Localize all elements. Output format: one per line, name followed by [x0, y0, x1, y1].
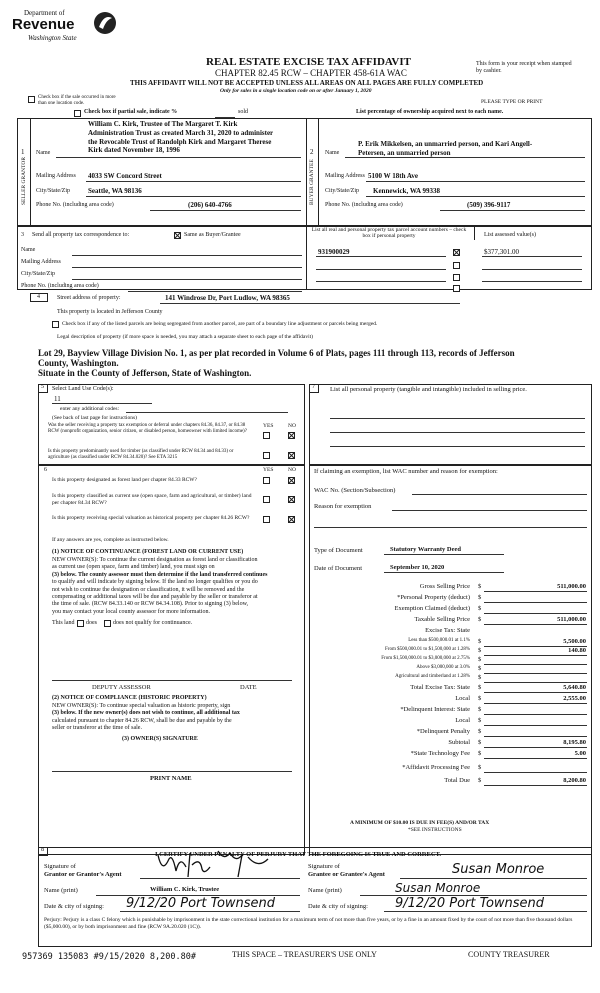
seller-phone-label: Phone No. (including area code): [36, 202, 114, 208]
additional-codes-label: enter any additional codes:: [60, 406, 120, 412]
s5-q2-yes-checkbox[interactable]: [263, 452, 270, 459]
party-divider: [306, 118, 307, 226]
doc-date-line: [384, 572, 504, 573]
taxable-selling-label: Taxable Selling Price: [414, 616, 470, 623]
grantee-sig-label-2: Grantee or Grantee's Agent: [308, 871, 385, 878]
seller-side-label: SELLER GRANTOR: [21, 156, 27, 205]
segregated-label: Check box if any of the listed parcels are being segregated from another parcel, are part of a boundary line adjustment or parcels being merged.: [62, 321, 378, 327]
parcel-2-personal-checkbox[interactable]: [453, 262, 460, 269]
treasurer-stamp: 957369 135083 #9/15/2020 8,200.80#: [22, 952, 196, 962]
grantor-name-label: Name (print): [44, 887, 78, 894]
seller-name-line-4: Kirk dated November 18, 1996: [88, 146, 180, 155]
does-label: does: [86, 620, 97, 626]
grantee-date-line: [384, 911, 587, 912]
notice1-text: [52, 557, 302, 616]
affidavit-processing-fee-line: [484, 772, 587, 773]
buyer-phone-label: Phone No. (including area code): [325, 202, 403, 208]
delinquent-interest-local-line: [484, 725, 587, 726]
seller-name-label: Name: [36, 150, 51, 156]
seller-city-label: City/State/Zip: [36, 188, 70, 194]
exemption-label: If claiming an exemption, list WAC number and reason for exemption:: [314, 468, 498, 475]
grantee-sig-label: [308, 863, 385, 879]
same-as-buyer-label: Same as Buyer/Grantee: [184, 232, 241, 238]
buyer-left-rule: [318, 118, 319, 226]
see-back-label: (See back of last page for instructions): [52, 415, 137, 421]
section7-box: [309, 384, 592, 465]
gross-selling-dollar: $: [478, 583, 482, 590]
parcel-1-line: [316, 256, 446, 257]
s3-mailing-line[interactable]: [72, 267, 302, 268]
notice1-line-3: (3) below. The county assessor must then determine if the land transferred continues: [52, 571, 268, 578]
exemption-claimed-label: Exemption Claimed (deduct): [394, 605, 470, 612]
logo-revenue-text: Revenue: [12, 16, 75, 33]
seller-name-line: [56, 157, 301, 158]
seller-mailing-label: Mailing Address: [36, 173, 76, 179]
grantor-sig-label-2: Grantor or Grantor's Agent: [44, 871, 122, 878]
notice1-line-8: you may contact your local county assessor for more information.: [52, 608, 210, 615]
tier1-value[interactable]: 5,500.00: [563, 638, 586, 645]
buyer-mailing-label: Mailing Address: [325, 173, 365, 179]
grantor-date-line: [120, 911, 300, 912]
local-excise-value[interactable]: 2,555.00: [563, 695, 586, 702]
receipt-note: This form is your receipt when stamped by cashier.: [476, 61, 572, 74]
s6-if-yes: If any answers are yes, complete as instructed below.: [52, 537, 169, 543]
section6-num: 6: [44, 467, 47, 473]
s5-question-1: Was the seller receiving a property tax exemption or deferral under chapters 84.36, 84.37, or 84.38 RCW (nonprofit organization, senior citizen, or disabled person, homeowner with limited income)?: [48, 423, 247, 434]
local-excise-line: [484, 703, 587, 704]
grantor-signature[interactable]: [140, 847, 300, 881]
seller-phone[interactable]: (206) 640-4766: [188, 201, 232, 209]
s6-q3-yes-checkbox[interactable]: [263, 516, 270, 523]
section7-num: 7: [312, 384, 315, 390]
state-technology-fee-value[interactable]: 5.00: [574, 750, 586, 757]
deputy-date-label: DATE: [240, 684, 257, 691]
local-excise-label: Local: [455, 695, 470, 702]
legal-line-3: Situate in the County of Jefferson, State of Washington.: [38, 368, 252, 378]
delinquent-interest-state-dollar: $: [478, 706, 482, 713]
assessed-header: List assessed value(s): [484, 232, 536, 238]
tier2-line: [484, 655, 587, 656]
total-due-label: Total Due: [444, 777, 470, 784]
personal-property-line: [484, 602, 587, 603]
assessed-3-line[interactable]: [482, 281, 582, 282]
s6-q3-no-checkbox[interactable]: [288, 516, 295, 523]
form-title: REAL ESTATE EXCISE TAX AFFIDAVIT: [206, 56, 411, 68]
seller-name-line-1: William C. Kirk, Trustee of The Margaret T. Kirk: [88, 120, 238, 128]
street-label: Street address of property:: [57, 295, 121, 301]
parcel-header: List all real and personal property tax parcel account numbers – check box if personal property: [311, 227, 467, 239]
buyer-phone[interactable]: (509) 396-9117: [467, 201, 511, 209]
logo-state-text: Washington State: [28, 34, 77, 42]
treasurer-space: THIS SPACE – TREASURER'S USE ONLY: [232, 950, 377, 959]
wac-label: WAC No. (Section/Subsection): [314, 487, 396, 494]
parcel-header-divider: [474, 226, 475, 240]
notice1-line-2: as current use (open space, farm and timber) land, you must sign on: [52, 564, 215, 571]
buyer-name-underline: [345, 157, 585, 158]
grantee-date-city[interactable]: 9/12/20 Port Townsend: [395, 896, 545, 911]
section7-text: List all personal property (tangible and intangible) included in selling price.: [330, 386, 527, 393]
s3-phone-line[interactable]: [128, 291, 302, 292]
s5-no-header: NO: [288, 423, 296, 429]
s5-yes-header: YES: [263, 423, 274, 429]
subtotal-label: Subtotal: [448, 739, 470, 746]
subtotal-line: [484, 747, 587, 748]
grantor-date-label: Date & city of signing:: [44, 903, 104, 910]
affidavit-processing-fee-label: *Affidavit Processing Fee: [402, 764, 470, 771]
tier1-dollar: $: [478, 638, 482, 645]
seller-mailing[interactable]: 4033 SW Concord Street: [88, 172, 162, 180]
grantor-name[interactable]: William C. Kirk, Trustee: [150, 886, 220, 893]
s5-q2-no-checkbox[interactable]: [288, 452, 295, 459]
revenue-logo: [10, 8, 130, 50]
please-type: PLEASE TYPE OR PRINT: [481, 99, 543, 105]
notice2-line-4: seller or transferor at the time of sale.: [52, 725, 142, 732]
buyer-name[interactable]: [358, 140, 532, 158]
buyer-num: 2: [310, 148, 314, 156]
notice2-line-3: calculated pursuant to chapter 84.26 RCW, shall be due and payable by the: [52, 717, 232, 724]
buyer-side-label: BUYER GRANTEE: [309, 159, 315, 205]
grantee-date-label: Date & city of signing:: [308, 903, 368, 910]
tier1-label: Less than $500,000.01 at 1.1%: [408, 638, 470, 643]
total-excise-state-value[interactable]: 5,640.80: [563, 684, 586, 691]
grantor-sig-line: [140, 878, 300, 879]
reason-line-2[interactable]: [314, 527, 587, 528]
notice2-text: [52, 703, 302, 733]
notice1-line-6: compensating or additional taxes will be due and payable by the seller or transferor at: [52, 594, 258, 601]
s3-city-line[interactable]: [72, 279, 302, 280]
s5-question-2: Is this property predominantly used for timber (as classified under RCW 84.34 and 84.33) or agriculture (as classified under RCW 84.34.020)? See ETA 3215: [48, 449, 234, 460]
minimum-notice: A MINIMUM OF $10.00 IS DUE IN FEE(S) AND/OR TAX: [350, 820, 490, 826]
seller-city[interactable]: Seattle, WA 98136: [88, 187, 142, 195]
notice1-line-1: NEW OWNER(S): To continue the current designation as forest land or classification: [52, 557, 258, 563]
doc-type-line: [384, 554, 504, 555]
exemption-claimed-dollar: $: [478, 605, 482, 612]
sold-label: sold: [238, 109, 249, 115]
certify-text: I CERTIFY UNDER PENALTY OF PERJURY THAT THE FOREGOING IS TRUE AND CORRECT.: [155, 851, 442, 858]
list-percentage-label: List percentage of ownership acquired next to each name.: [356, 109, 504, 115]
buyer-name-line-1: P. Erik Mikkelsen, an unmarried person, and Kari Angell-: [358, 140, 533, 148]
land-use-line: [52, 403, 152, 404]
buyer-mailing-line: [366, 181, 585, 182]
perjury-notice: Perjury: Perjury is a class C felony which is punishable by imprisonment in the state correctional institution for a maximum term of not more than five years, or by a fine in an amount fixed by the court of not more than five thousand dollars ($5,000.00), or by both imprisonment and fine (RCW 9A.20.020 (1C)).: [44, 917, 573, 930]
tier5-line: [484, 682, 587, 683]
tier4-dollar: $: [478, 665, 482, 672]
buyer-mailing[interactable]: 5100 W 18th Ave: [368, 172, 418, 180]
print-name-line[interactable]: [52, 771, 292, 772]
subtotal-dollar: $: [478, 739, 482, 746]
buyer-name-line-2: Petersen, an unmarried person: [358, 149, 451, 157]
personal-property-line-2[interactable]: [330, 432, 585, 433]
delinquent-penalty-label: *Delinquent Penalty: [416, 728, 470, 735]
buyer-city-label: City/State/Zip: [325, 188, 359, 194]
owner-signature-label: (3) OWNER(S) SIGNATURE: [122, 736, 198, 742]
section6-box: [38, 465, 305, 855]
seller-name-line-3: the Revocable Trust of Randolph Kirk and Margaret Therese: [88, 137, 272, 146]
taxable-selling-dollar: $: [478, 616, 482, 623]
buyer-name-label: Name: [325, 150, 340, 156]
s6-q2-no-checkbox[interactable]: [288, 496, 295, 503]
delinquent-interest-local-dollar: $: [478, 717, 482, 724]
grantee-sig-label-1: Signature of: [308, 863, 340, 870]
total-excise-state-dollar: $: [478, 684, 482, 691]
s3-phone-label: Phone No. (including area code): [21, 283, 99, 289]
does-not-qualify-checkbox[interactable]: [104, 620, 111, 627]
seller-name-line-2: Administration Trust as created March 31, 2020 to administer: [88, 128, 274, 137]
legal-label: Legal description of property (if more space is needed, you may attach a separate sheet to each page of the affidavit): [57, 334, 313, 340]
tier3-line: [484, 664, 587, 665]
logo-swoosh-icon: [92, 10, 118, 36]
additional-codes-line[interactable]: [126, 412, 288, 413]
doc-date-label: Date of Document: [314, 565, 363, 572]
reason-line-1[interactable]: [392, 510, 587, 511]
excise-tax-state-label: Excise Tax: State: [425, 627, 470, 634]
seller-num: 1: [21, 148, 25, 156]
does-not-label: does not qualify for continuance.: [113, 620, 193, 626]
tier2-value[interactable]: 140.80: [568, 647, 586, 654]
total-excise-state-line: [484, 692, 587, 693]
assessed-1-line: [482, 256, 582, 257]
assessed-value[interactable]: $377,301.00: [484, 248, 519, 256]
parcel-3-personal-checkbox[interactable]: [453, 274, 460, 281]
personal-property-line-3[interactable]: [330, 446, 585, 447]
total-due-dollar: $: [478, 777, 482, 784]
grantor-date-city[interactable]: 9/12/20 Port Townsend: [126, 896, 276, 911]
parcel-2-line[interactable]: [316, 269, 446, 270]
s3-mailing-label: Mailing Address: [21, 259, 61, 265]
gross-selling-value[interactable]: 511,000.00: [557, 583, 586, 590]
exemption-claimed-line: [484, 613, 587, 614]
notice1-line-7: the time of sale. (RCW 84.33.140 or RCW 84.34.108). Prior to signing (3) below,: [52, 601, 249, 608]
state-technology-fee-line: [484, 758, 587, 759]
gross-selling-line: [484, 591, 587, 592]
state-technology-fee-dollar: $: [478, 750, 482, 757]
doc-date[interactable]: September 10, 2020: [390, 564, 445, 571]
notice2-line-2: (3) below. If the new owner(s) does not wish to continue, all additional tax: [52, 710, 240, 717]
seller-name[interactable]: [88, 120, 273, 155]
legal-line-2: County, Washington.: [38, 358, 119, 368]
logo-dept-text: Department of: [24, 9, 65, 17]
seller-left-rule: [30, 118, 31, 226]
parcel-1-personal-checkbox[interactable]: [453, 249, 460, 256]
grantor-sig-label-1: Signature of: [44, 863, 76, 870]
local-excise-dollar: $: [478, 695, 482, 702]
form-only-for: Only for sales in a single location code on or after January 1, 2020: [220, 88, 372, 94]
print-name-label: PRINT NAME: [150, 775, 192, 782]
wac-line[interactable]: [412, 494, 587, 495]
s5-q1-yes-checkbox[interactable]: [263, 432, 270, 439]
tier5-label: Agricultural and timberland at 1.28%: [395, 674, 470, 679]
total-due-value[interactable]: 8,200.80: [563, 777, 586, 784]
taxable-selling-line: [484, 624, 587, 625]
parcel-3-line[interactable]: [316, 281, 446, 282]
deputy-label: DEPUTY ASSESSOR: [92, 684, 151, 691]
does-qualify-checkbox[interactable]: [77, 620, 84, 627]
send-correspondence-label: Send all property tax correspondence to:: [32, 232, 130, 238]
s3-name-label: Name: [21, 247, 36, 253]
section3-divider: [306, 226, 307, 290]
s5-q1-no-checkbox[interactable]: [288, 432, 295, 439]
multi-location-label: Check box if the sale occurred in more than one location code.: [38, 95, 116, 106]
section4-num: 4: [37, 294, 40, 300]
notice1-line-4: to qualify and will indicate by signing below. If the land no longer qualifies or you do: [52, 579, 258, 586]
tier2-label: From $500,000.01 to $1,500,000 at 1.28%: [385, 647, 470, 652]
tier4-label: Above $3,000,000 at 3.0%: [416, 665, 470, 670]
segregated-checkbox[interactable]: [52, 321, 59, 328]
notice2-title: (2) NOTICE OF COMPLIANCE (HISTORIC PROPERTY): [52, 695, 207, 701]
delinquent-penalty-line: [484, 736, 587, 737]
state-technology-fee-label: *State Technology Fee: [410, 750, 470, 757]
same-as-buyer-checkbox[interactable]: [174, 232, 181, 239]
total-excise-state-label: Total Excise Tax: State: [410, 684, 470, 691]
tier5-dollar: $: [478, 674, 482, 681]
street-address-line: [160, 303, 460, 304]
seller-phone-line: [150, 210, 301, 211]
parcel-number[interactable]: 931900029: [318, 248, 350, 256]
tier3-label: From $1,500,000.01 to $3,000,000 at 2.75%: [381, 656, 470, 661]
doc-type-label: Type of Document: [314, 547, 363, 554]
partial-sale-label: Check box if partial sale, indicate %: [84, 109, 178, 115]
s6-q2-yes-checkbox[interactable]: [263, 496, 270, 503]
form-chapter: CHAPTER 82.45 RCW – CHAPTER 458-61A WAC: [215, 68, 407, 78]
notice1-title: (1) NOTICE OF CONTINUANCE (FOREST LAND OR CURRENT USE): [52, 549, 244, 555]
affidavit-processing-fee-dollar: $: [478, 764, 482, 771]
multi-location-checkbox[interactable]: [28, 96, 35, 103]
s3-name-line[interactable]: [72, 255, 302, 256]
grantee-sig-line: [400, 878, 587, 879]
grantee-name-print[interactable]: Susan Monroe: [395, 881, 481, 895]
seller-mailing-line: [86, 181, 301, 182]
reason-label: Reason for exemption: [314, 503, 372, 510]
s6-question-1: Is this property designated as forest land per chapter 84.33 RCW?: [52, 477, 197, 483]
legal-description[interactable]: [38, 348, 515, 378]
personal-property-label: *Personal Property (deduct): [397, 594, 470, 601]
taxable-selling-value[interactable]: 511,000.00: [557, 616, 586, 623]
gross-selling-label: Gross Selling Price: [419, 583, 470, 590]
street-address[interactable]: 141 Windrose Dr, Port Ludlow, WA 98365: [165, 294, 290, 302]
grantee-name-label: Name (print): [308, 887, 342, 894]
delinquent-interest-state-label: *Delinquent Interest: State: [400, 706, 470, 713]
delinquent-interest-state-line: [484, 714, 587, 715]
assessed-2-line[interactable]: [482, 269, 582, 270]
land-use-label: Select Land Use Code(s):: [52, 386, 114, 392]
grantor-sig-label: [44, 863, 122, 879]
buyer-phone-line: [440, 210, 585, 211]
county-line: This property is located in Jefferson County: [57, 309, 163, 315]
land-use-code[interactable]: 11: [54, 395, 61, 403]
buyer-city[interactable]: Kennewick, WA 99338: [373, 187, 440, 195]
personal-property-line-1[interactable]: [330, 418, 585, 419]
s6-yes-header: YES: [263, 467, 274, 473]
s6-question-3: Is this property receiving special valuation as historical property per chapter 84.26 RCW?: [52, 515, 250, 521]
county-treasurer: COUNTY TREASURER: [468, 950, 550, 959]
s3-city-label: City/State/Zip: [21, 271, 55, 277]
see-instructions: *SEE INSTRUCTIONS: [408, 827, 462, 833]
grantee-signature[interactable]: Susan Monroe: [452, 862, 545, 877]
personal-property-dollar: $: [478, 594, 482, 601]
s6-no-header: NO: [288, 467, 296, 473]
s6-question-2: Is this property classified as current use (open space, farm and agricultural, or timber) land per chapter 84.34 RCW?: [52, 493, 252, 506]
delinquent-interest-local-label: Local: [455, 717, 470, 724]
tier3-dollar: $: [478, 656, 482, 663]
partial-sale-checkbox[interactable]: [74, 110, 81, 117]
section8-num: 8: [41, 847, 44, 853]
subtotal-value[interactable]: 8,195.80: [563, 739, 586, 746]
parcel-4-personal-checkbox[interactable]: [453, 285, 460, 292]
deputy-line[interactable]: [52, 680, 292, 681]
legal-line-1: Lot 29, Bayview Village Division No. 1, as per plat recorded in Volume 6 of Plats, pages 111 through 113, records of Jefferson: [38, 348, 515, 358]
s6-q1-no-checkbox[interactable]: [288, 477, 295, 484]
section3-num: 3: [21, 232, 24, 238]
section5-num: 5: [41, 384, 44, 390]
this-land-label: This land: [52, 620, 75, 626]
seller-city-line: [86, 196, 301, 197]
doc-type[interactable]: Statutory Warranty Deed: [390, 546, 462, 553]
form-warning: THIS AFFIDAVIT WILL NOT BE ACCEPTED UNLESS ALL AREAS ON ALL PAGES ARE FULLY COMPLETED: [130, 79, 484, 87]
buyer-city-line: [366, 196, 585, 197]
tier4-line: [484, 673, 587, 674]
s6-q1-yes-checkbox[interactable]: [263, 477, 270, 484]
tier2-dollar: $: [478, 647, 482, 654]
total-due-line: [484, 785, 587, 786]
notice1-line-5: not wish to continue the designation or classification, it will be removed and the: [52, 586, 245, 593]
delinquent-penalty-dollar: $: [478, 728, 482, 735]
notice2-line-1: NEW OWNER(S): To continue special valuation as historic property, sign: [52, 703, 231, 709]
